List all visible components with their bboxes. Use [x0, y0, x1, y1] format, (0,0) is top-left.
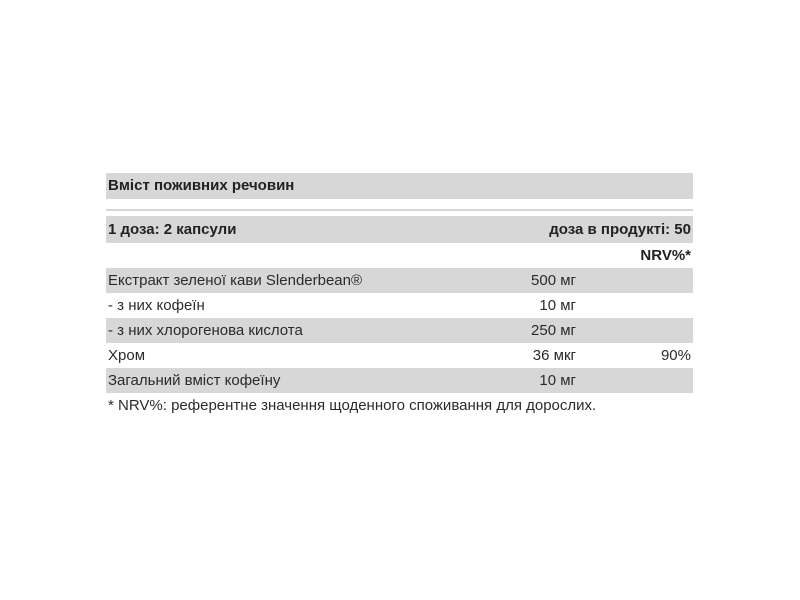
nutrient-name: Екстракт зеленої кави Slenderbean® — [108, 272, 363, 289]
nutrient-amount: 500 мг — [531, 272, 576, 289]
nutrient-amount: 10 мг — [539, 372, 576, 389]
servings-per-container: доза в продукті: 50 — [549, 221, 691, 238]
nutrient-name: Загальний вміст кофеїну — [108, 372, 281, 389]
footnote: * NRV%: референтне значення щоденного споживання для дорослих. — [108, 397, 597, 414]
nutrient-name: - з них хлорогенова кислота — [108, 322, 303, 339]
nutrient-name: - з них кофеїн — [108, 297, 205, 314]
table-row — [106, 343, 693, 368]
table-row — [106, 368, 693, 393]
nutrient-amount: 250 мг — [531, 322, 576, 339]
nrv-header-label: NRV%* — [640, 247, 691, 264]
divider — [106, 209, 693, 211]
nutrient-nrv: 90% — [660, 347, 691, 364]
nutrient-amount: 10 мг — [539, 297, 576, 314]
dose-row — [106, 216, 693, 243]
table-row — [106, 268, 693, 293]
nutrient-name: Хром — [108, 347, 146, 364]
serving-size: 1 доза: 2 капсули — [108, 221, 237, 238]
nutrition-table — [106, 173, 693, 414]
nutrient-amount: 36 мкг — [532, 347, 576, 364]
table-row — [106, 293, 693, 318]
table-title: Вміст поживних речовин — [106, 173, 693, 199]
nrv-column-header — [106, 243, 693, 268]
table-row — [106, 318, 693, 343]
